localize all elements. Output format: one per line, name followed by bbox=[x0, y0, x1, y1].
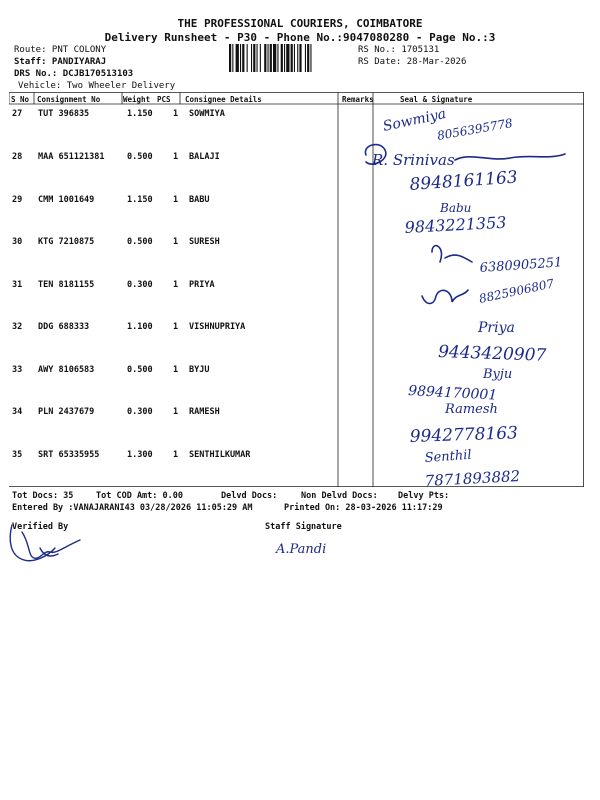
company-title: THE PROFESSIONAL COURIERS, COIMBATORE bbox=[177, 17, 423, 30]
total-docs: Tot Docs: 35 bbox=[12, 491, 74, 501]
barcode bbox=[229, 44, 355, 72]
row-consignment: KTG 7210875 bbox=[38, 237, 95, 247]
row-pcs: 1 bbox=[173, 450, 179, 460]
barcode-bar bbox=[264, 44, 266, 72]
row-pcs: 1 bbox=[173, 365, 179, 375]
staff-text: Staff: PANDIYARAJ bbox=[14, 57, 107, 67]
row-weight: 0.500 bbox=[127, 152, 153, 162]
barcode-bar bbox=[251, 44, 252, 72]
hw-name: Byju bbox=[483, 367, 513, 382]
barcode-bar bbox=[270, 44, 272, 72]
barcode-bar bbox=[294, 44, 295, 72]
hw-phone: 7871893882 bbox=[424, 467, 521, 490]
row-sno: 34 bbox=[12, 407, 23, 417]
row-consignment: SRT 65335955 bbox=[38, 450, 100, 460]
row-pcs: 1 bbox=[173, 280, 179, 290]
row-weight: 1.150 bbox=[127, 109, 153, 119]
hw-name: Sowmiya bbox=[381, 105, 448, 135]
row-sno: 32 bbox=[12, 322, 23, 332]
row-consignment: CMM 1001649 bbox=[38, 195, 95, 205]
barcode-bar bbox=[310, 44, 311, 72]
barcode-bar bbox=[247, 44, 248, 72]
barcode-bar bbox=[299, 44, 301, 72]
rs-number: RS No.: 1705131 bbox=[358, 45, 440, 55]
row-consignee: BYJU bbox=[189, 365, 210, 375]
row-weight: 1.300 bbox=[127, 450, 153, 460]
drs-number: DRS No.: DCJB170513103 bbox=[14, 69, 134, 79]
barcode-bar bbox=[257, 44, 258, 72]
row-weight: 0.300 bbox=[127, 280, 153, 290]
entered-by: Entered By :VANAJARANI43 03/28/2026 11:05:29 AM bbox=[12, 503, 253, 513]
row-pcs: 1 bbox=[173, 152, 179, 162]
row-consignment: PLN 2437679 bbox=[38, 407, 95, 417]
row-sno: 29 bbox=[12, 195, 23, 205]
row-consignee: RAMESH bbox=[189, 407, 220, 417]
barcode-bar bbox=[236, 44, 239, 72]
staff-signature: A.Pandi bbox=[276, 542, 327, 557]
hw-phone: 9843221353 bbox=[404, 212, 507, 237]
row-weight: 0.300 bbox=[127, 407, 153, 417]
hw-phone: 8056395778 bbox=[436, 115, 514, 143]
barcode-bar bbox=[307, 44, 309, 72]
row-pcs: 1 bbox=[173, 407, 179, 417]
hw-phone: 8948161163 bbox=[408, 167, 519, 195]
row-sno: 35 bbox=[12, 450, 23, 460]
header-consignment: Consignment No bbox=[37, 95, 101, 104]
barcode-bar bbox=[253, 44, 255, 72]
vehicle-text: Vehicle: Two Wheeler Delivery bbox=[18, 81, 176, 91]
row-consignment: DDG 688333 bbox=[38, 322, 90, 332]
header-weight: Weight bbox=[123, 95, 151, 104]
row-consignee: VISHNUPRIYA bbox=[189, 322, 246, 332]
hw-phone: 9894170001 bbox=[407, 383, 498, 404]
non-delivered-docs: Non Delvd Docs: bbox=[301, 491, 378, 501]
hw-name: R. Srinivas bbox=[372, 151, 455, 169]
barcode-bar bbox=[305, 44, 306, 72]
row-consignee: SURESH bbox=[189, 237, 220, 247]
barcode-bar bbox=[240, 44, 241, 72]
delivery-points: Delvy Pts: bbox=[398, 491, 450, 501]
row-sno: 27 bbox=[12, 109, 23, 119]
row-consignment: MAA 651121381 bbox=[38, 152, 105, 162]
row-consignment: TUT 396835 bbox=[38, 109, 90, 119]
barcode-bar bbox=[277, 44, 278, 72]
row-sno: 30 bbox=[12, 237, 23, 247]
row-sno: 31 bbox=[12, 280, 23, 290]
barcode-bar bbox=[232, 44, 233, 72]
hw-phone: 8825906807 bbox=[477, 276, 556, 306]
row-consignment: AWY 8106583 bbox=[38, 365, 95, 375]
barcode-bar bbox=[286, 44, 289, 72]
header-pcs: PCS bbox=[157, 95, 171, 104]
hw-name: Ramesh bbox=[445, 402, 498, 417]
barcode-bar bbox=[297, 44, 298, 72]
delivered-docs: Delvd Docs: bbox=[221, 491, 278, 501]
row-pcs: 1 bbox=[173, 195, 179, 205]
row-weight: 1.100 bbox=[127, 322, 153, 332]
row-sno: 33 bbox=[12, 365, 23, 375]
route-text: Route: PNT COLONY bbox=[14, 45, 107, 55]
hw-phone: 9443420907 bbox=[437, 342, 547, 366]
row-sno: 28 bbox=[12, 152, 23, 162]
rs-date: RS Date: 28-Mar-2026 bbox=[358, 57, 467, 67]
barcode-bar bbox=[291, 44, 293, 72]
printed-on: Printed On: 28-03-2026 11:17:29 bbox=[284, 503, 443, 513]
row-consignee: PRIYA bbox=[189, 280, 215, 290]
row-consignee: SENTHILKUMAR bbox=[189, 450, 251, 460]
barcode-bar bbox=[273, 44, 276, 72]
row-consignment: TEN 8181155 bbox=[38, 280, 95, 290]
hw-phone: 9942778163 bbox=[409, 423, 519, 447]
verified-by-label: Verified By bbox=[12, 522, 69, 532]
header-signature: Seal & Signature bbox=[400, 95, 473, 104]
barcode-bar bbox=[281, 44, 283, 72]
barcode-bar bbox=[229, 44, 231, 72]
header-consignee: Consignee Details bbox=[185, 95, 262, 104]
header-remarks: Remarks bbox=[342, 95, 374, 104]
hw-phone: 6380905251 bbox=[479, 255, 563, 276]
row-consignee: SOWMIYA bbox=[189, 109, 225, 119]
row-weight: 1.150 bbox=[127, 195, 153, 205]
barcode-bar bbox=[284, 44, 285, 72]
runsheet-subtitle: Delivery Runsheet - P30 - Phone No.:9047080280 - Page No.:3 bbox=[104, 31, 496, 44]
header-sno: S No bbox=[11, 95, 30, 104]
staff-signature-label: Staff Signature bbox=[265, 522, 342, 532]
row-pcs: 1 bbox=[173, 322, 179, 332]
row-pcs: 1 bbox=[173, 109, 179, 119]
total-cod: Tot COD Amt: 0.00 bbox=[96, 491, 183, 501]
row-weight: 0.500 bbox=[127, 365, 153, 375]
barcode-bar bbox=[260, 44, 261, 72]
row-weight: 0.500 bbox=[127, 237, 153, 247]
hw-name: Babu bbox=[440, 201, 472, 215]
hw-name: Priya bbox=[478, 320, 515, 336]
row-pcs: 1 bbox=[173, 237, 179, 247]
row-consignee: BALAJI bbox=[189, 152, 220, 162]
hw-name: Senthil bbox=[424, 447, 473, 466]
barcode-bar bbox=[242, 44, 244, 72]
barcode-bar bbox=[268, 44, 269, 72]
row-consignee: BABU bbox=[189, 195, 210, 205]
